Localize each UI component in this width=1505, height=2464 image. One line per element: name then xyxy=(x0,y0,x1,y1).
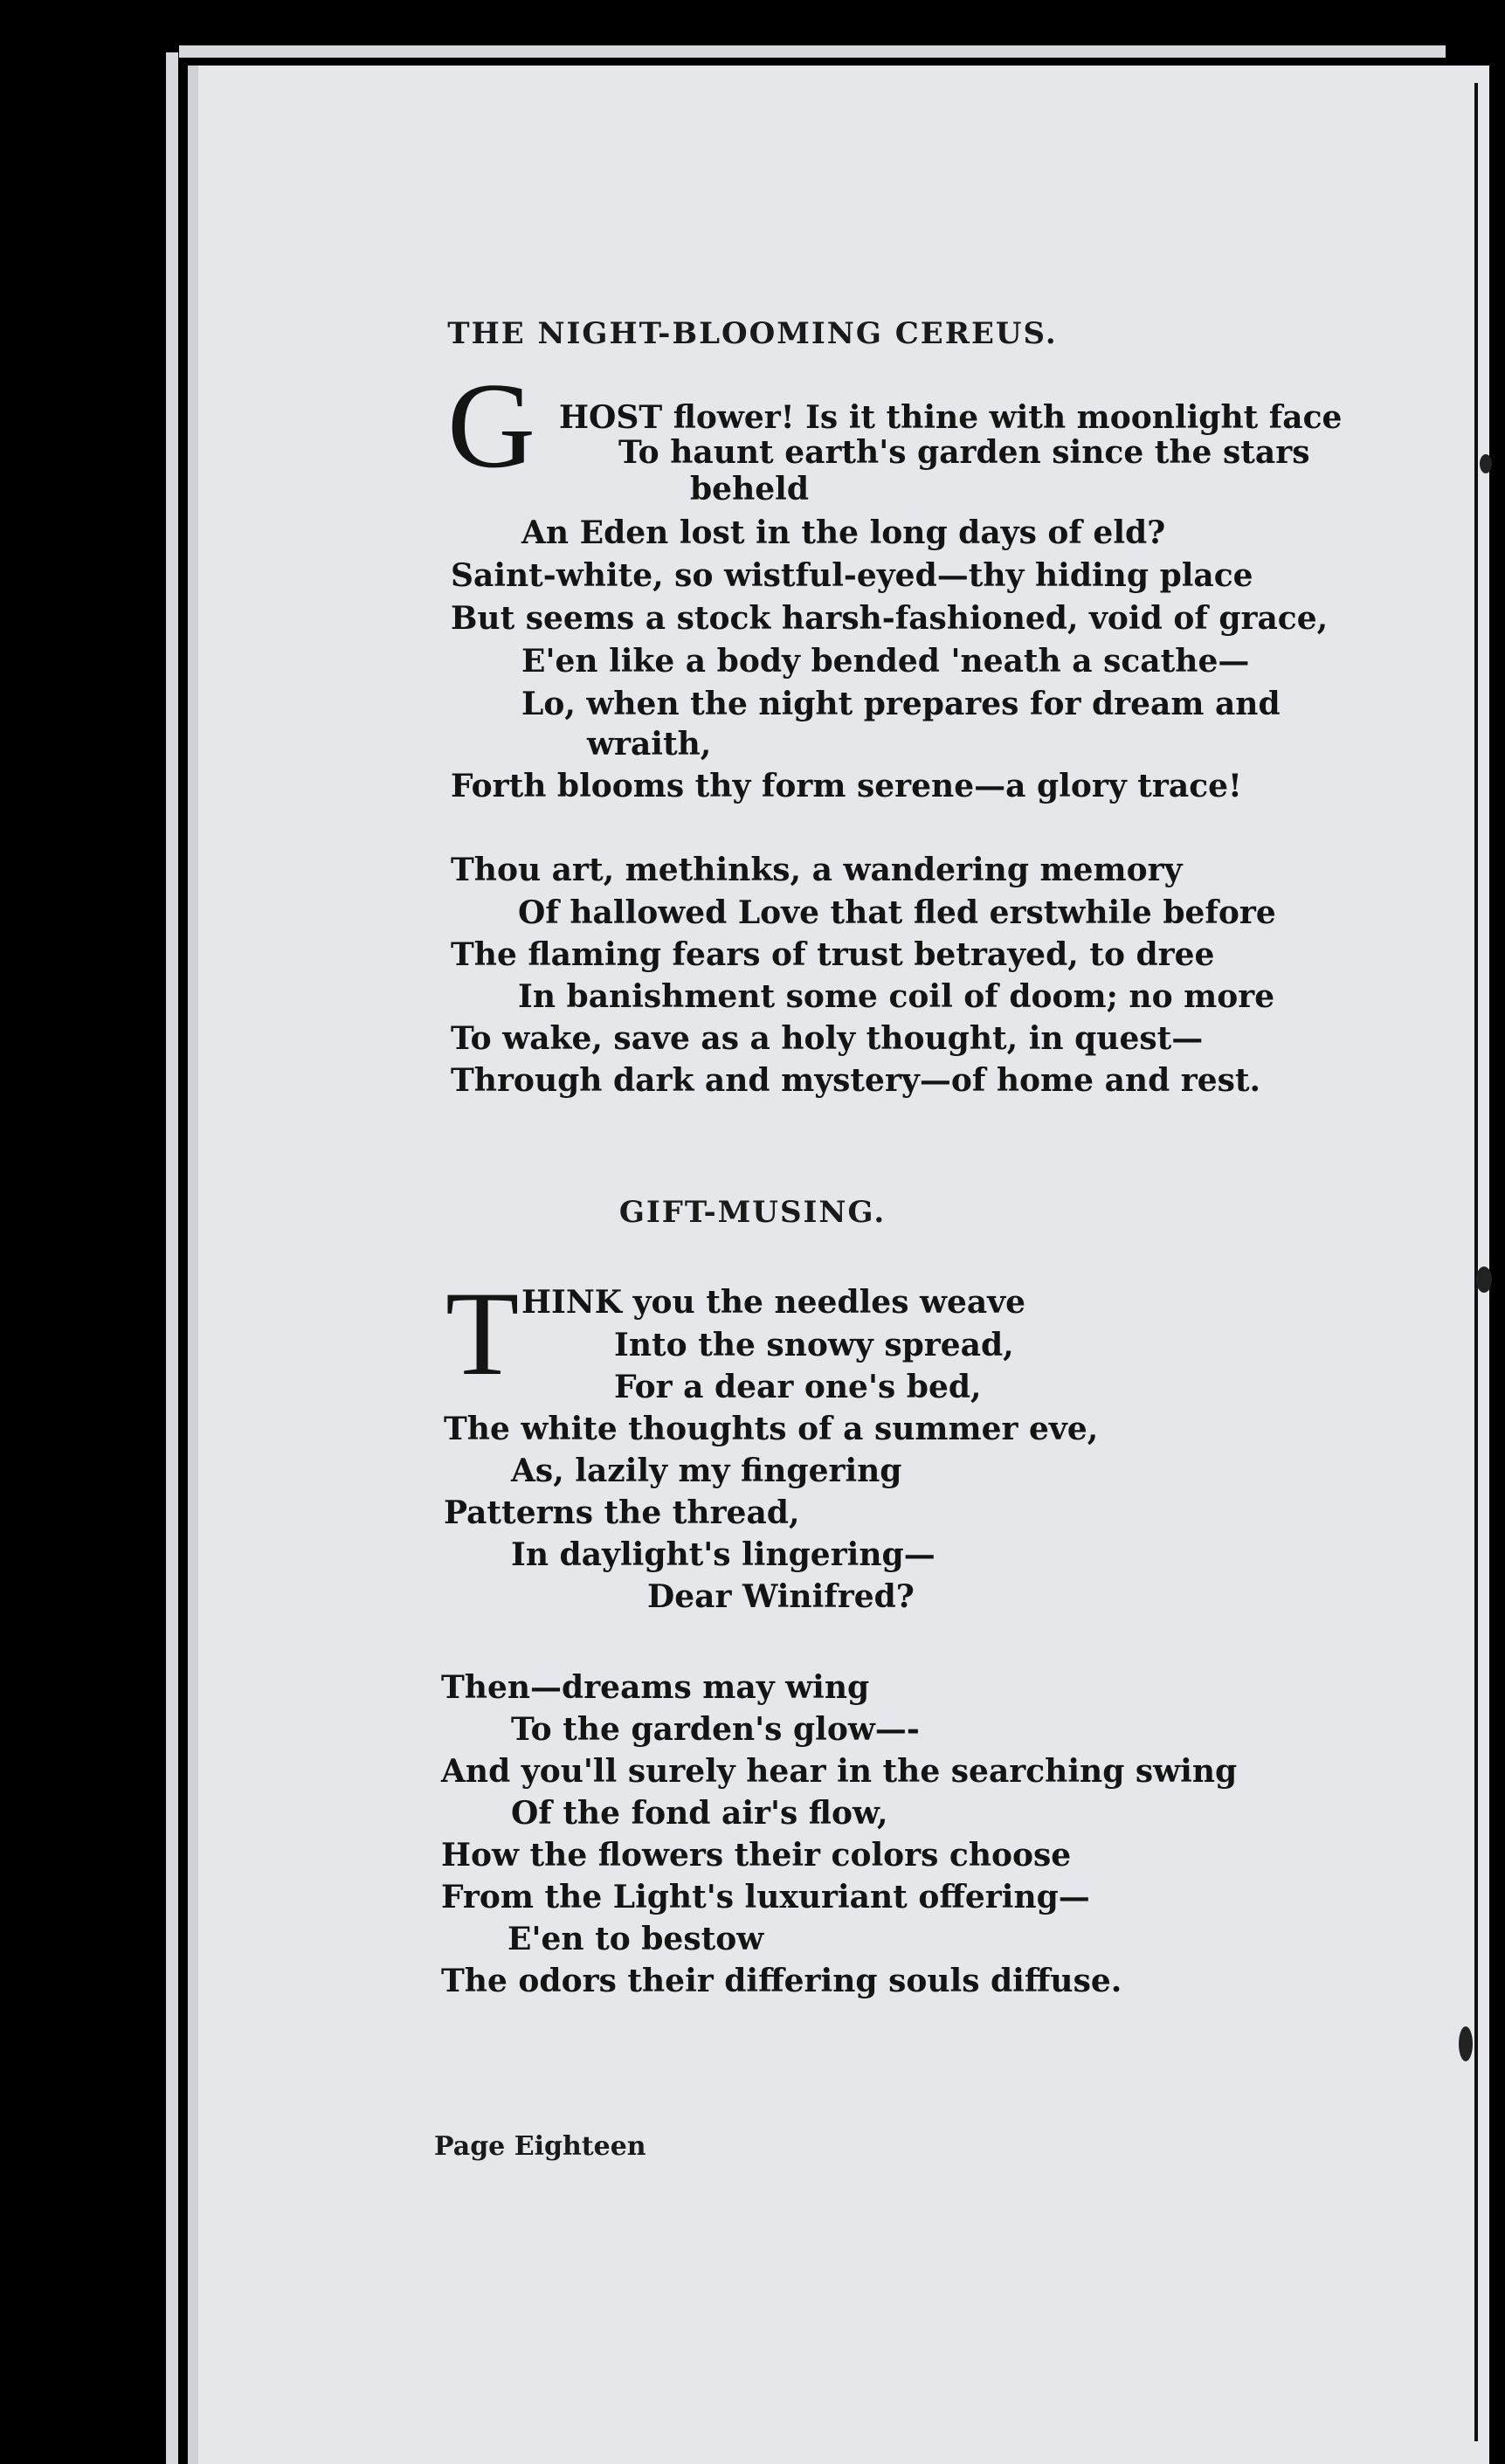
poem-line: Then—dreams may wing xyxy=(441,1669,870,1706)
poem-title: THE NIGHT-BLOOMING CEREUS. xyxy=(447,316,1058,351)
poem-line: To the garden's glow—- xyxy=(511,1711,920,1748)
poem-line: And you'll surely hear in the searching swing xyxy=(441,1753,1238,1790)
poem-line: E'en like a body bended 'neath a scathe— xyxy=(521,643,1250,680)
poem-line: Through dark and mystery—of home and rest. xyxy=(451,1062,1261,1099)
poem-line: HINK you the needles weave xyxy=(521,1284,1026,1321)
poem-line: As, lazily my fingering xyxy=(511,1453,902,1489)
poem-line: Forth blooms thy form serene—a glory trace! xyxy=(451,768,1242,804)
page-binding-edge xyxy=(1474,83,1478,2441)
poem-line: How the flowers their colors choose xyxy=(441,1837,1072,1874)
poem-line: wraith, xyxy=(587,726,712,763)
poem-line: An Eden lost in the long days of eld? xyxy=(521,514,1166,551)
poem-line: Of the fond air's flow, xyxy=(511,1795,888,1832)
poem-line: The white thoughts of a summer eve, xyxy=(444,1411,1099,1447)
page-edge xyxy=(166,52,178,2464)
poem-line: To wake, save as a holy thought, in quest— xyxy=(451,1020,1204,1057)
poem-line: The flaming fears of trust betrayed, to dree xyxy=(451,936,1215,973)
poem-line: From the Light's luxuriant offering— xyxy=(441,1879,1090,1915)
poem-title: GIFT-MUSING. xyxy=(618,1195,887,1230)
poem-line: For a dear one's bed, xyxy=(614,1369,982,1405)
poem-line: To haunt earth's garden since the stars xyxy=(618,434,1310,471)
poem-line: HOST flower! Is it thine with moonlight face xyxy=(559,399,1343,436)
poem-line: Saint-white, so wistful-eyed—thy hiding place xyxy=(451,557,1253,594)
binding-mark xyxy=(1476,1267,1492,1293)
poem-line: In banishment some coil of doom; no more xyxy=(518,978,1275,1015)
poem-line: beheld xyxy=(690,471,810,507)
page-edge-top xyxy=(179,45,1446,58)
poem-line: But seems a stock harsh-fashioned, void of grace, xyxy=(451,600,1329,637)
binding-mark xyxy=(1459,2026,1473,2061)
poem-line: Dear Winifred? xyxy=(647,1578,915,1615)
poem-line: Patterns the thread, xyxy=(444,1494,800,1531)
drop-cap: T xyxy=(445,1267,520,1400)
poem-line: Thou art, methinks, a wandering memory xyxy=(451,852,1183,888)
poem-line: The odors their differing souls diffuse. xyxy=(441,1963,1122,1999)
poem-line: Lo, when the night prepares for dream and xyxy=(521,686,1281,722)
poem-line: In daylight's lingering— xyxy=(511,1536,935,1573)
binding-mark xyxy=(1480,454,1492,473)
poem-line: Of hallowed Love that fled erstwhile before xyxy=(518,894,1276,931)
poem-line: E'en to bestow xyxy=(507,1921,764,1957)
drop-cap: G xyxy=(447,358,536,493)
page-number: Page Eighteen xyxy=(434,2131,646,2162)
poem-line: Into the snowy spread, xyxy=(614,1327,1014,1363)
